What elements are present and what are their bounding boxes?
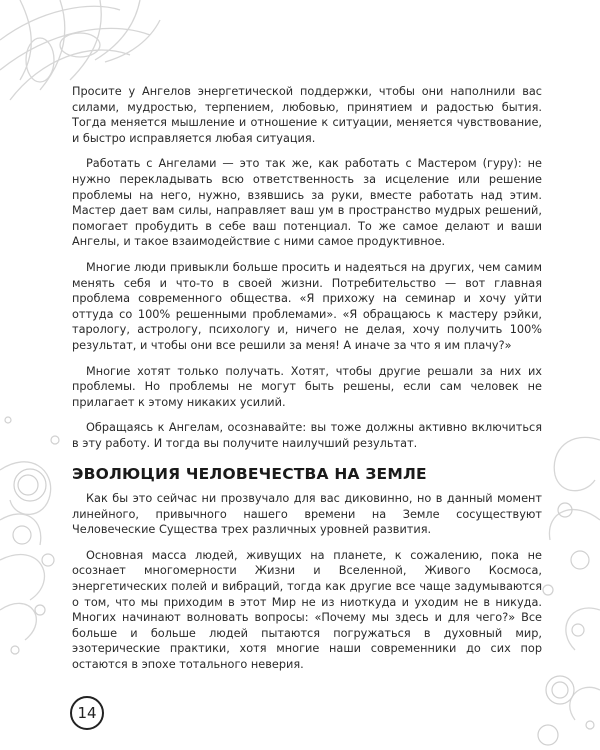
section-heading: ЭВОЛЮЦИЯ ЧЕЛОВЕЧЕСТВА НА ЗЕМЛЕ (72, 465, 427, 484)
paragraph: Работать с Ангелами — это так же, как работать с Мастером (гуру): не нужно перекладывать всю ответственность за исцеление или решение проблемы на него, нужно, взявшись за руки, вместе работать над этим. Мастер дает вам силы, направляет ваш ум в пространство мудрых решений, помогает пробудить в себе ваш потенциал. То же самое делают и ваши Ангелы, и такое взаимодействие с ними самое продуктивное. (72, 157, 542, 249)
page-number: 14 (70, 696, 104, 730)
paragraph: Как бы это сейчас ни прозвучало для вас диковинно, но в данный момент линейного, привычного нашего времени на Земле сосуществуют Человеческие Существа трех различных уровней развития. (72, 492, 542, 537)
paragraph: Просите у Ангелов энергетической поддержки, чтобы они наполнили вас силами, мудростью, терпением, любовью, принятием и радостью бытия. Тогда меняется мышление и отношение к ситуации, меняется чувствование, и быстро исправляется любая ситуация. (72, 85, 542, 145)
paragraph: Многие люди привыкли больше просить и надеяться на других, чем самим менять себя и что-то в своей жизни. Потребительство — вот главная проблема современного общества. «Я прихожу на семинар и хочу уйти оттуда со 100% решенными проблемами». «Я обращаюсь к мастеру рэйки, тарологу, астрологу, психологу и, ничего не делая, хочу получить 100% результат, и чтобы они все решили за меня! А иначе за что я им плачу?» (72, 260, 542, 352)
paragraph: Обращаясь к Ангелам, осознавайте: вы тоже должны активно включиться в эту работу. И тогда вы получите наилучший результат. (72, 421, 542, 450)
paragraph: Основная масса людей, живущих на планете, к сожалению, пока не осознает многомерности Жизни и Вселенной, Живого Космоса, энергетических полей и вибраций, тогда как другие все чаще задумываются о том, что мы приходим в этот Мир не из ниоткуда и уходим не в никуда. Многих начинают волновать вопросы: «Почему мы здесь и для чего?» Все больше и больше людей пытаются погружаться в духовный мир, эзотерические практики, хотя многие наши современники до сих пор остаются в эпохе тотального неверия. (72, 548, 542, 671)
paragraph: Многие хотят только получать. Хотят, чтобы другие решали за них их проблемы. Но проблемы не могут быть решены, если сам человек не прилагает к этому никаких усилий. (72, 364, 542, 409)
text-body (72, 84, 542, 683)
